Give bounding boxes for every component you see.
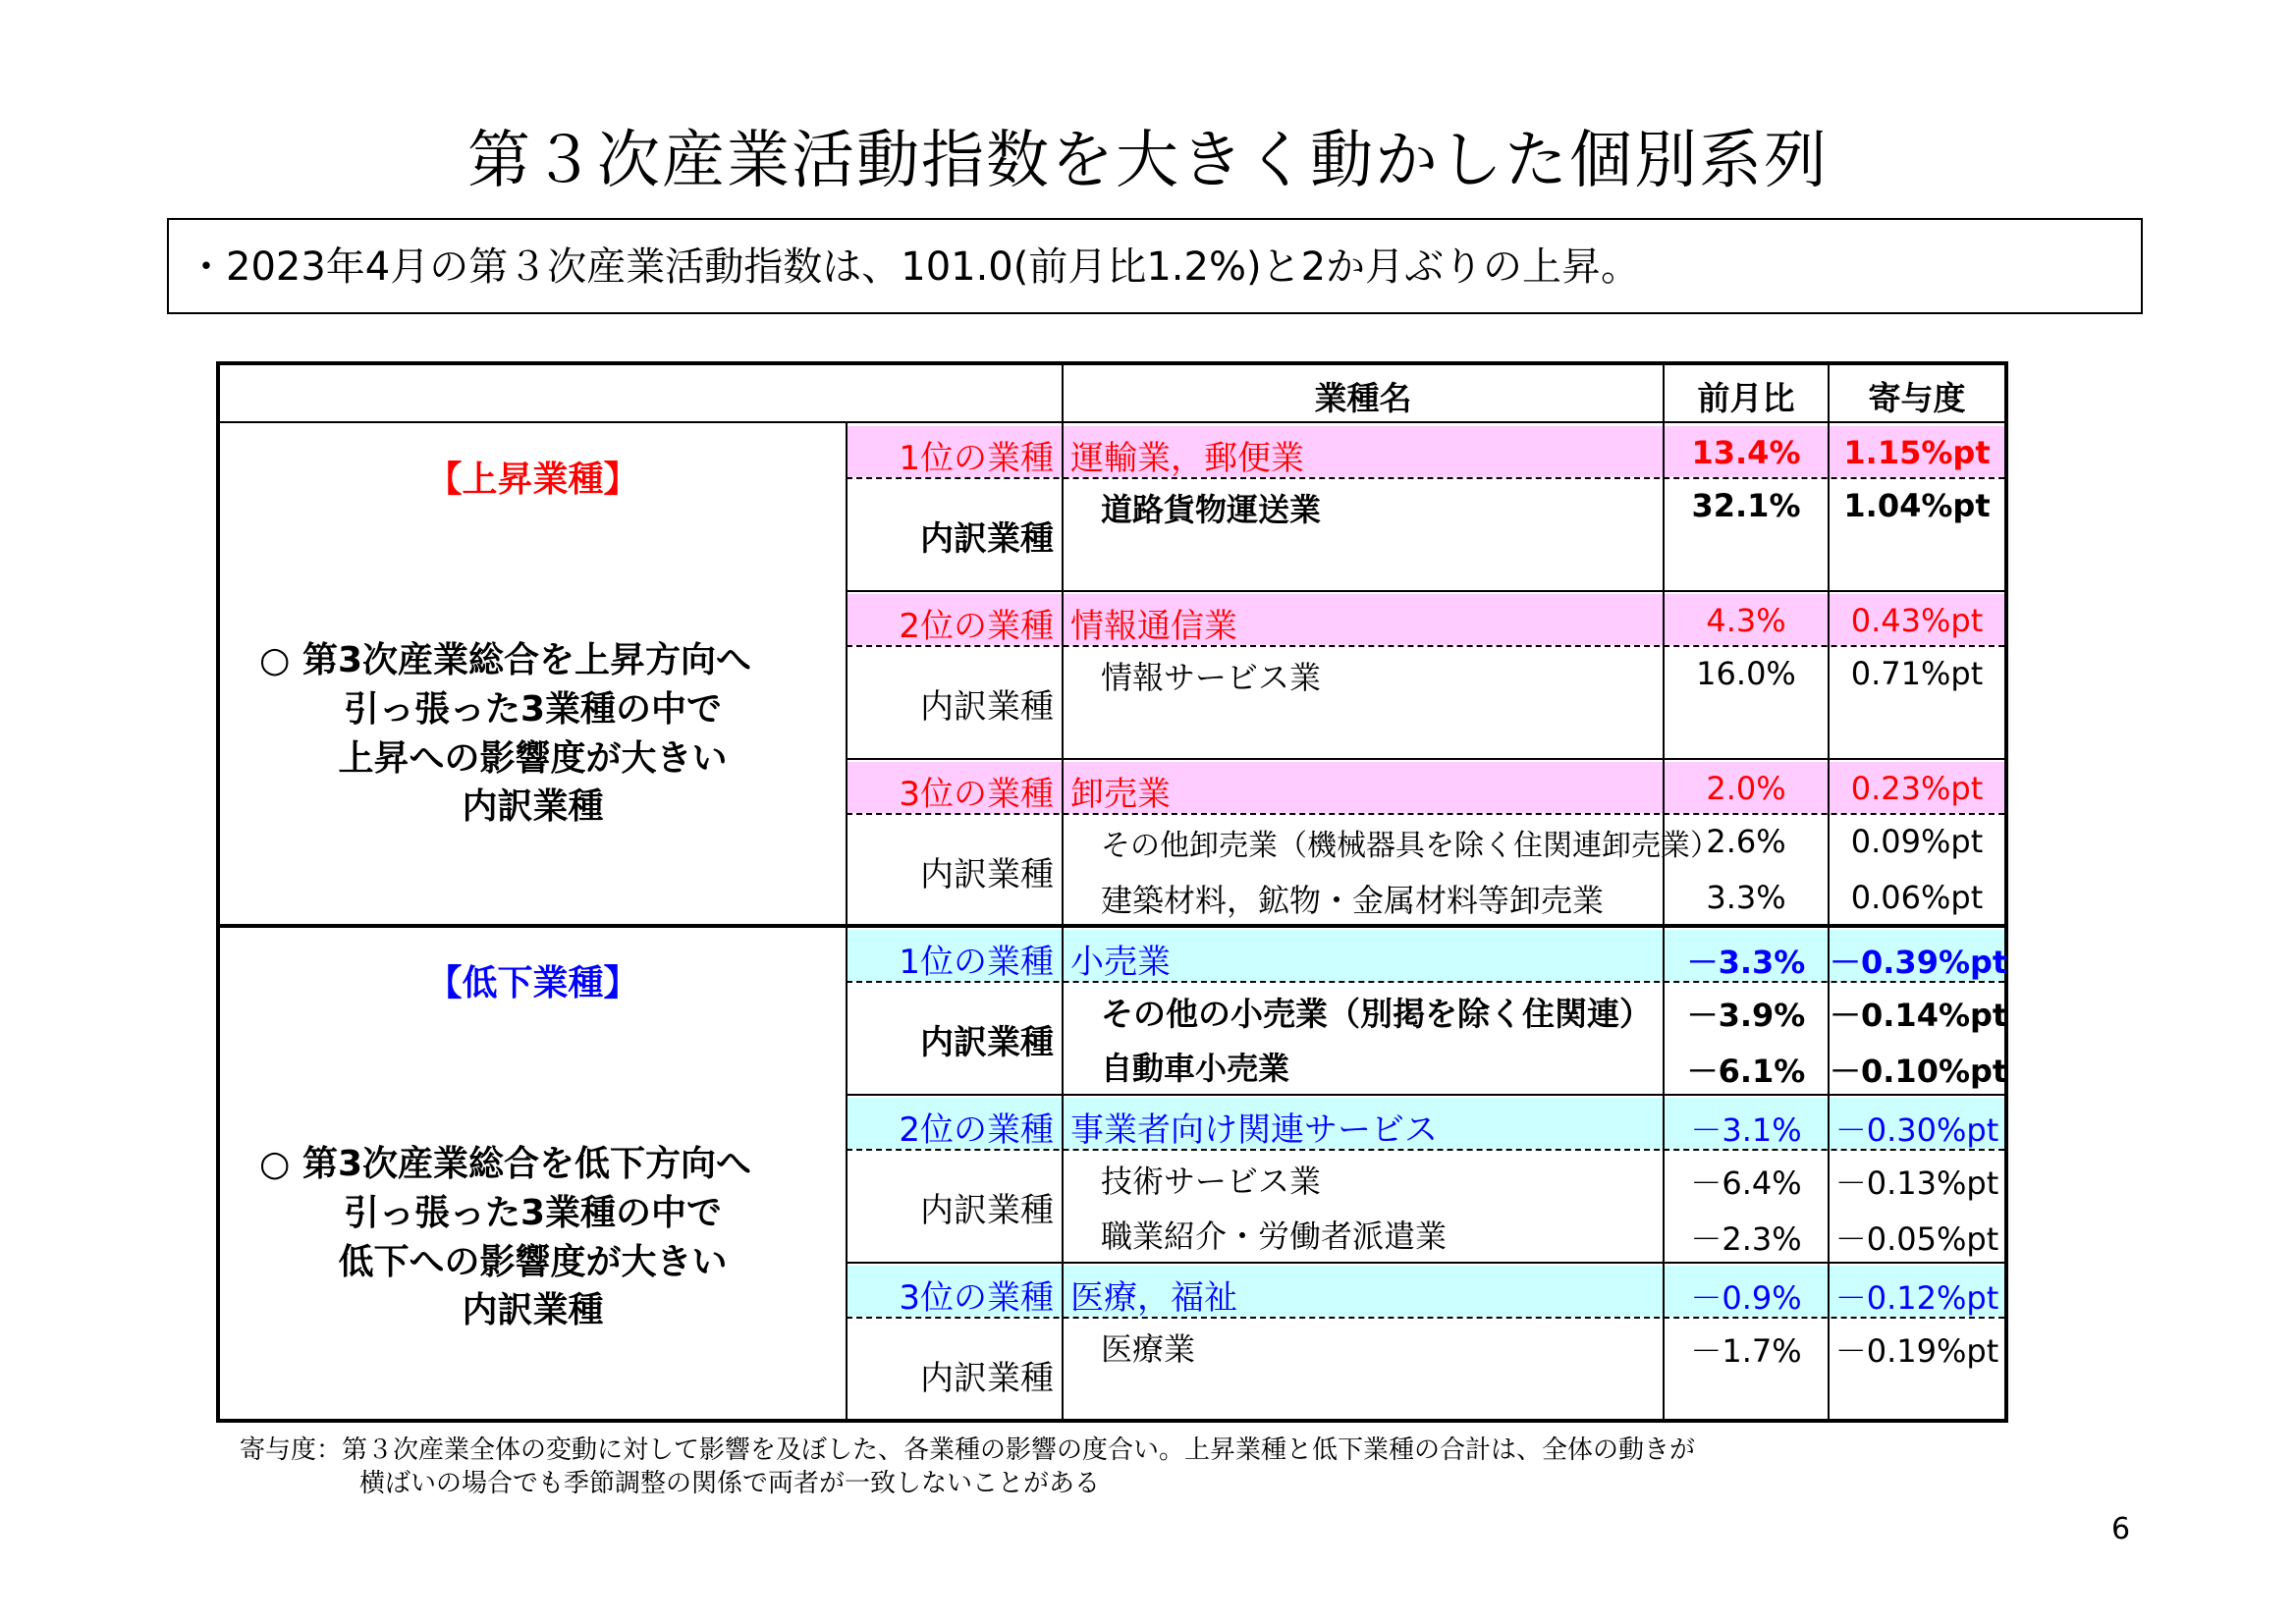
rise-rank2-breakdown-label: 内訳業種 [920,687,1054,727]
fall-rank3-item-mom: －1.7% [1690,1332,1802,1370]
rise-label: 【上昇業種】 [426,460,639,500]
rise-desc-line: ○ 第3次産業総合を上昇方向へ [259,640,751,680]
fall-rank1-name: 小売業 [1070,943,1171,982]
fall-desc-line: 低下への影響度が大きい [338,1242,728,1282]
row-divider [847,590,2004,592]
rise-rank2-label: 2位の業種 [899,607,1054,646]
fall-desc-line: 引っ張った3業種の中で [343,1193,723,1233]
page-title: 第３次産業活動指数を大きく動かした個別系列 [467,125,1829,197]
fall-desc-line: 内訳業種 [462,1290,604,1330]
rise-rank3-item2-contrib: 0.06%pt [1850,879,1984,916]
rise-rank2-mom: 4.3% [1706,602,1786,639]
rise-desc-line: 引っ張った3業種の中で [343,689,723,730]
row-divider [847,758,2004,760]
fall-rank1-item-mom: －3.9% [1686,997,1806,1034]
fall-rank1-label: 1位の業種 [899,943,1054,982]
fall-desc-line: ○ 第3次産業総合を低下方向へ [259,1144,751,1184]
footnote-line: 寄与度：第３次産業全体の変動に対して影響を及ぼした、各業種の影響の度合い。上昇業種と低下業種の合計は、全体の動きが [240,1435,1696,1465]
fall-rank2-item-contrib: －0.13%pt [1834,1164,1999,1202]
fall-rank1-item2-contrib: －0.10%pt [1830,1053,2008,1090]
fall-rank2-item2-name: 職業紹介・労働者派遣業 [1101,1218,1448,1255]
rise-rank2-item-name: 情報サービス業 [1101,659,1322,696]
rise-desc-line: 上昇への影響度が大きい [338,738,728,779]
rise-rank1-item-name: 道路貨物運送業 [1101,491,1322,528]
rise-rank1-contrib: 1.15%pt [1843,434,1991,471]
fall-rank3-label: 3位の業種 [899,1278,1054,1318]
rise-rank1-label: 1位の業種 [899,439,1054,478]
rise-rank1-item-contrib: 1.04%pt [1843,487,1991,524]
header-divider [220,421,2004,423]
header-mom: 前月比 [1697,379,1795,417]
rise-rank3-contrib: 0.23%pt [1850,770,1984,807]
rise-rank3-item-contrib: 0.09%pt [1850,823,1984,860]
rise-rank3-item2-mom: 3.3% [1706,879,1786,916]
fall-rank2-item2-mom: －2.3% [1690,1220,1802,1258]
fall-rank3-mom: －0.9% [1690,1279,1802,1317]
fall-rank1-item-name: その他の小売業（別掲を除く住関連） [1101,995,1652,1033]
row-divider [847,1262,2004,1264]
fall-rank2-item-mom: －6.4% [1690,1164,1802,1202]
fall-label: 【低下業種】 [426,963,639,1003]
rise-rank1-name: 運輸業，郵便業 [1070,439,1304,478]
rise-rank3-breakdown-label: 内訳業種 [920,855,1054,894]
rise-rank3-mom: 2.0% [1706,770,1786,807]
rise-rank3-label: 3位の業種 [899,775,1054,814]
fall-rank1-breakdown-label: 内訳業種 [920,1023,1054,1062]
rise-rank2-contrib: 0.43%pt [1850,602,1984,639]
rise-rank2-item-mom: 16.0% [1696,655,1796,692]
fall-rank3-name: 医療，福祉 [1070,1278,1237,1318]
page-number: 6 [2111,1512,2131,1546]
fall-rank1-mom: －3.3% [1686,944,1806,981]
fall-rank2-name: 事業者向け関連サービス [1070,1110,1438,1150]
fall-rank2-label: 2位の業種 [899,1110,1054,1150]
rise-desc-line: 内訳業種 [462,786,604,827]
rise-rank2-name: 情報通信業 [1070,607,1237,646]
fall-rank2-item-name: 技術サービス業 [1101,1163,1322,1200]
rise-rank3-item-name: その他卸売業（機械器具を除く住関連卸売業） [1101,829,1720,863]
fall-rank1-item-contrib: －0.14%pt [1830,997,2008,1034]
rise-rank3-item2-name: 建築材料，鉱物・金属材料等卸売業 [1101,882,1605,919]
fall-rank3-item-contrib: －0.19%pt [1834,1332,1999,1370]
fall-rank2-breakdown-label: 内訳業種 [920,1191,1054,1230]
fall-rank3-breakdown-label: 内訳業種 [920,1359,1054,1398]
fall-rank1-contrib: －0.39%pt [1830,944,2008,981]
section-divider [220,924,2004,928]
col-divider [846,421,847,1419]
rise-rank1-item-mom: 32.1% [1691,487,1801,524]
rise-rank2-item-contrib: 0.71%pt [1850,655,1984,692]
col-divider [1062,365,1064,1419]
fall-rank3-contrib: －0.12%pt [1834,1279,1999,1317]
industry-table [216,361,2008,1423]
fall-rank1-item2-mom: －6.1% [1686,1053,1806,1090]
rise-rank1-breakdown-label: 内訳業種 [920,519,1054,559]
footnote [240,1434,1695,1500]
fall-rank2-contrib: －0.30%pt [1834,1111,1999,1149]
header-name: 業種名 [1314,379,1412,417]
summary-box: ・2023年4月の第３次産業活動指数は、101.0(前月比1.2%)と2か月ぶりの上昇。 [167,218,2143,314]
rise-rank3-name: 卸売業 [1070,775,1171,814]
rise-rank3-item-mom: 2.6% [1706,823,1786,860]
row-divider [847,1094,2004,1096]
fall-rank1-item2-name: 自動車小売業 [1101,1050,1290,1087]
header-contrib: 寄与度 [1868,379,1966,417]
rise-rank1-mom: 13.4% [1691,434,1801,471]
fall-rank2-item2-contrib: －0.05%pt [1834,1220,1999,1258]
fall-rank3-item-name: 医療業 [1101,1330,1196,1368]
footnote-line: 横ばいの場合でも季節調整の関係で両者が一致しないことがある [359,1469,1101,1498]
fall-rank2-mom: －3.1% [1690,1111,1802,1149]
